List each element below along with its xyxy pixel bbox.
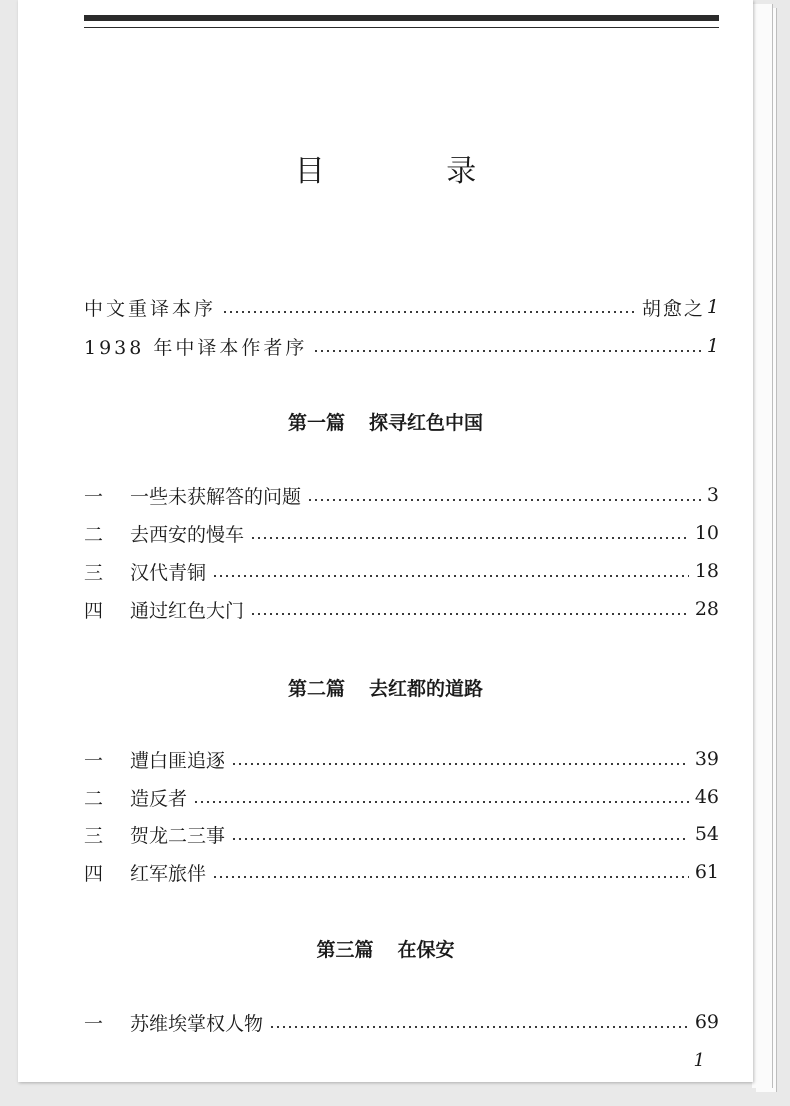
chapter-number: 二 [84,523,104,546]
chapter-title: 苏维埃掌权人物 [130,1012,264,1035]
chapter-number: 一 [84,749,104,772]
toc-entry[interactable] [84,593,719,625]
leader-dots [250,613,689,615]
chapter-number: 三 [84,824,104,847]
part-heading [18,674,753,701]
part-number: 第二篇 [287,678,345,700]
header-rule-thick [84,15,719,21]
toc-entry[interactable] [84,818,719,850]
toc-entry[interactable] [84,856,719,888]
chapter-page: 18 [694,560,719,582]
part-title: 探寻红色中国 [369,412,484,434]
chapter-number: 三 [84,561,104,584]
part-title: 去红都的道路 [369,678,484,700]
chapter-page: 39 [694,748,719,770]
chapter-title: 造反者 [130,787,188,810]
chapter-title: 贺龙二三事 [130,824,226,847]
chapter-title: 红军旅伴 [130,862,207,885]
toc-entry-preface[interactable] [84,291,719,323]
leader-dots [231,838,689,840]
page-stack-edge [752,4,773,1088]
chapter-title: 一些未获解答的问题 [130,485,302,508]
chapter-title: 汉代青铜 [130,561,207,584]
part-heading [18,408,753,435]
header-rule-thin [84,27,719,28]
leader-dots [269,1026,689,1028]
book-page [18,0,753,1082]
entry-label: 1938 年中译本作者序 [84,336,308,359]
leader-dots [222,311,636,313]
leader-dots [250,537,689,539]
chapter-title: 遭白匪追逐 [130,749,226,772]
part-number: 第三篇 [316,939,374,961]
entry-author: 胡愈之 [641,297,705,320]
toc-entry[interactable] [84,555,719,587]
page-title: 目 录 [294,154,533,189]
toc-entry[interactable] [84,479,719,511]
entry-page: 1 [706,335,719,357]
chapter-number: 四 [84,862,104,885]
page-number: 1 [693,1050,705,1071]
leader-dots [231,763,689,765]
chapter-page: 28 [694,598,719,620]
toc-entry[interactable] [84,743,719,775]
part-number: 第一篇 [287,412,345,434]
part-heading [18,935,753,962]
chapter-title: 去西安的慢车 [130,523,245,546]
chapter-number: 二 [84,787,104,810]
chapter-title: 通过红色大门 [130,599,245,622]
leader-dots [212,575,689,577]
chapter-page: 3 [706,484,719,506]
chapter-number: 一 [84,1012,104,1035]
part-title: 在保安 [397,939,455,961]
toc-entry[interactable] [84,517,719,549]
leader-dots [212,876,689,878]
leader-dots [313,350,701,352]
leader-dots [193,801,689,803]
toc-entry-author-preface[interactable] [84,330,719,362]
toc-entry[interactable] [84,781,719,813]
entry-page: 1 [706,296,719,318]
leader-dots [307,499,701,501]
toc-entry[interactable] [84,1006,719,1038]
entry-label: 中文重译本序 [84,297,217,320]
chapter-page: 10 [694,522,719,544]
chapter-page: 61 [694,861,719,883]
chapter-page: 46 [694,786,719,808]
chapter-number: 四 [84,599,104,622]
chapter-page: 69 [694,1011,719,1033]
chapter-page: 54 [694,823,719,845]
chapter-number: 一 [84,485,104,508]
